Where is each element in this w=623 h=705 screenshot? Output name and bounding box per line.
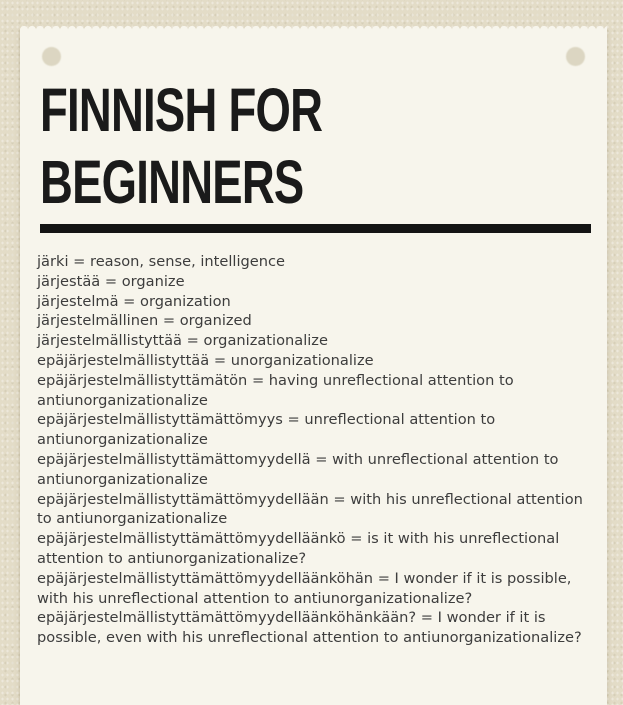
slide-title-line-2: BEGINNERS (40, 148, 304, 216)
notebook-paper (20, 30, 607, 705)
vocab-entry: epäjärjestelmällistyttämättömyydelläänköhän = I wonder if it is possible, with his unreflectional attention to antiunorganizationalize? (37, 569, 572, 607)
vocab-entry: järjestää = organize (37, 272, 185, 290)
slide-title-line-1: FINNISH FOR (40, 76, 323, 144)
vocab-entry: epäjärjestelmällistyttämättömyydellään = with his unreflectional attention to antiunorganizationalize (37, 490, 583, 528)
vocab-entry: epäjärjestelmällistyttämättömyydelläänköhänkään? = I wonder if it is possible, even with his unreflectional attention to antiunorganizationalize? (37, 609, 582, 647)
vocab-entry: epäjärjestelmällistyttämättömyydelläänkö = is it with his unreflectional attention to antiunorganizationalize? (37, 530, 560, 567)
vocab-list (37, 252, 593, 648)
title-underline-rule (40, 224, 591, 233)
vocab-entry: epäjärjestelmällistyttämättomyydellä = with unreflectional attention to antiunorganizationalize (37, 450, 559, 488)
pushpin-hole-right-icon (566, 47, 585, 66)
vocab-entry: järki = reason, sense, intelligence (37, 253, 286, 270)
vocab-entry: epäjärjestelmällistyttämätön = having unreflectional attention to antiunorganizationalize (37, 371, 514, 409)
vocab-entry: järjestelmällistyttää = organizationalize (37, 332, 328, 350)
vocab-entry: epäjärjestelmällistyttää = unorganizationalize (37, 351, 374, 369)
slide-title (40, 74, 322, 218)
pushpin-hole-left-icon (42, 47, 61, 66)
vocab-entry: epäjärjestelmällistyttämättömyys = unreflectional attention to antiunorganizationalize (37, 411, 496, 449)
vocab-entry: järjestelmä = organization (37, 292, 231, 310)
vocab-entry: järjestelmällinen = organized (37, 312, 252, 330)
